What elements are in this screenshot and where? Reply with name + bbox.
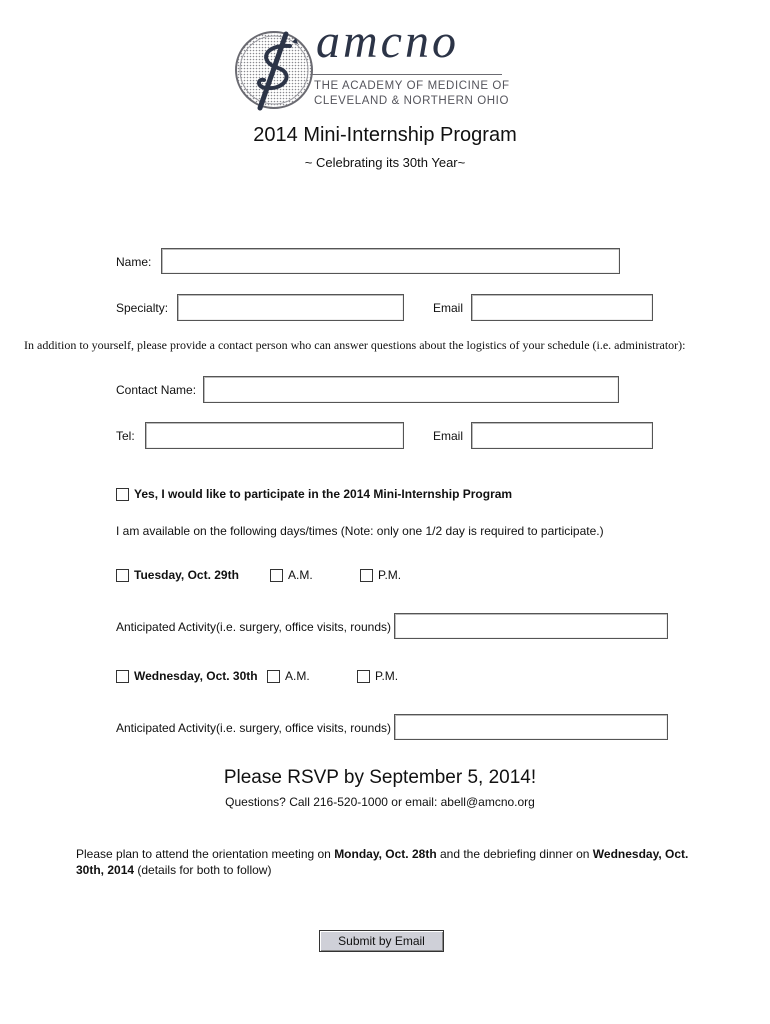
tel-label: Tel: [116,429,135,443]
rsvp-heading: Please RSVP by September 5, 2014! [223,767,537,788]
orientation-note [76,846,716,878]
orientation-part1: Please plan to attend the orientation meeting on [76,847,335,861]
name-input[interactable] [161,248,620,274]
logo-line2: CLEVELAND & NORTHERN OHIO [314,95,509,107]
tel-input[interactable] [145,422,404,449]
logo-line1: THE ACADEMY OF MEDICINE OF [314,80,510,92]
tuesday-am-checkbox[interactable] [270,569,283,582]
rsvp-questions: Questions? Call 216-520-1000 or email: abell@amcno.org [225,795,535,809]
wednesday-activity-label: Anticipated Activity(i.e. surgery, office visits, rounds) [116,721,391,735]
availability-text: I am available on the following days/times (Note: only one 1/2 day is required to participate.) [116,524,604,538]
tuesday-activity-input[interactable] [394,613,668,639]
page-title: 2014 Mini-Internship Program [253,124,517,146]
tuesday-activity-label: Anticipated Activity(i.e. surgery, office visits, rounds) [116,620,391,634]
orientation-date1: Monday, Oct. 28th [334,847,437,861]
specialty-input[interactable] [177,294,404,321]
wednesday-am-label: A.M. [285,669,310,683]
logo [234,15,524,112]
contact-instruction: In addition to yourself, please provide a contact person who can answer questions about the logistics of your schedule (i.e. administrator): [24,338,686,352]
wednesday-checkbox[interactable] [116,670,129,683]
wednesday-am-checkbox[interactable] [267,670,280,683]
logo-rule [312,74,502,75]
email-input[interactable] [471,294,653,321]
wednesday-pm-label: P.M. [375,669,399,683]
wednesday-pm-checkbox[interactable] [357,670,370,683]
orientation-part2: and the debriefing dinner on [436,847,593,861]
orientation-date2: Wednesday, Oct. 30th, 2014 [76,847,689,877]
tuesday-pm-checkbox[interactable] [360,569,373,582]
wednesday-label: Wednesday, Oct. 30th [134,669,258,683]
contact-email-label: Email [433,429,464,443]
submit-by-email-button[interactable]: Submit by Email [319,930,444,952]
name-label: Name: [116,255,152,269]
orientation-part3: (details for both to follow) [134,863,272,877]
tuesday-checkbox[interactable] [116,569,129,582]
page-subtitle: ~ Celebrating its 30th Year~ [304,155,466,170]
participate-checkbox[interactable] [116,488,129,501]
contact-name-label: Contact Name: [116,383,197,397]
tuesday-pm-label: P.M. [378,568,402,582]
specialty-label: Specialty: [116,301,169,315]
caduceus-emblem-icon [234,28,318,112]
participate-label: Yes, I would like to participate in the 2014 Mini-Internship Program [134,487,513,501]
contact-name-input[interactable] [203,376,619,403]
email-label: Email [433,301,464,315]
logo-wordmark: amcno [316,15,459,68]
tuesday-am-label: A.M. [288,568,313,582]
contact-email-input[interactable] [471,422,653,449]
wednesday-activity-input[interactable] [394,714,668,740]
tuesday-label: Tuesday, Oct. 29th [134,568,239,582]
